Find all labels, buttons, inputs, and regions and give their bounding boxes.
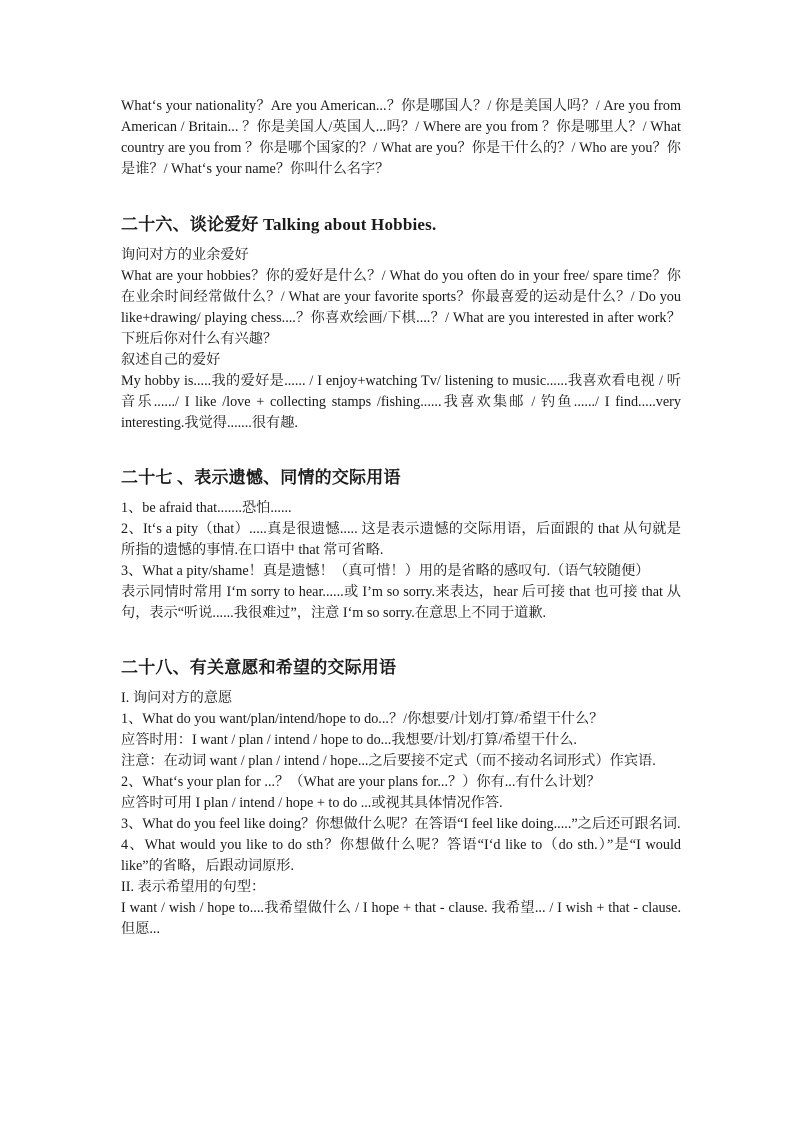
section-26-body	[121, 245, 681, 434]
section-27-heading: 二十七 、表示遗憾、同情的交际用语	[121, 468, 401, 487]
section-27-line: 1、be afraid that.......恐怕......	[121, 500, 292, 516]
section-27-line: 表示同情时常用 I‘m sorry to hear......或 I’m so sorry.来表达，hear 后可接 that 也可接 that 从句，表示“听说......我很难过”，注意 I‘m so sorry.在意思上不同于道歉.	[121, 584, 681, 621]
section-28-line: 应答时可用 I plan / intend / hope + to do ...或视其具体情况作答.	[121, 795, 503, 811]
intro-paragraph: What‘s your nationality？Are you American...？你是哪国人？/ 你是美国人吗？/ Are you from American / Britain... ？你是美国人/英国人...吗？/ Where are you from ？你是哪里人？/ What country are you from ？你是哪个国家的？/ What are you？你是干什么的？/ Who are you？你是谁？/ What‘s your name？你叫什么名字？	[121, 98, 681, 177]
document-page	[121, 96, 681, 940]
section-28-line: 3、What do you feel like doing？你想做什么呢？在答语“I feel like doing.....”之后还可跟名词.	[121, 816, 681, 832]
section-28-line: II. 表示希望用的句型：	[121, 879, 266, 895]
section-28-body	[121, 688, 681, 940]
section-28-heading: 二十八、有关意愿和希望的交际用语	[121, 658, 397, 677]
section-27-line: 2、It‘s a pity（that）.....真是很遗憾..... 这是表示遗憾的交际用语，后面跟的 that 从句就是所指的遗憾的事情.在口语中 that 常可省略.	[121, 521, 681, 558]
section-26-line: 询问对方的业余爱好	[121, 247, 249, 263]
section-28-line: 应答时用：I want / plan / intend / hope to do...我想要/计划/打算/希望干什么.	[121, 732, 577, 748]
section-28-line: 2、What‘s your plan for ...？（What are your plans for...？）你有...有什么计划？	[121, 774, 601, 790]
section-27-body	[121, 498, 681, 624]
section-28-line: 4、What would you like to do sth？你想做什么呢？答语“I‘d like to（do sth.）”是“I would like”的省略，后跟动词原形.	[121, 837, 681, 874]
section-26-line: 叙述自己的爱好	[121, 352, 221, 368]
section-28-line: I. 询问对方的意愿	[121, 690, 233, 706]
section-28-line: 注意：在动词 want / plan / intend / hope...之后要接不定式（而不接动名词形式）作宾语.	[121, 753, 656, 769]
section-27-line: 3、What a pity/shame！真是遗憾！（真可惜！）用的是省略的感叹句.（语气较随便）	[121, 563, 650, 579]
section-28-line: I want / wish / hope to....我希望做什么 / I hope + that - clause. 我希望... / I wish + that - clause.但愿...	[121, 900, 681, 937]
section-28-line: 1、What do you want/plan/intend/hope to do...？/你想要/计划/打算/希望干什么？	[121, 711, 604, 727]
section-26-line: What are your hobbies？你的爱好是什么？/ What do you often do in your free/ spare time？你在业余时间经常做什么？/ What are your favorite sports？你最喜爱的运动是什么？/ Do you like+drawing/ playing chess....？你喜欢绘画/下棋....？/ What are you interested in after work？下班后你对什么有兴趣？	[121, 268, 681, 347]
section-26-heading: 二十六、谈论爱好 Talking about Hobbies.	[121, 215, 437, 234]
section-26-line: My hobby is.....我的爱好是...... / I enjoy+watching Tv/ listening to music......我喜欢看电视 / 听音乐....../ I like /love + collecting stamps /fishing......我喜欢集邮 / 钓鱼....../ I find.....very interesting.我觉得.......很有趣.	[121, 373, 681, 431]
